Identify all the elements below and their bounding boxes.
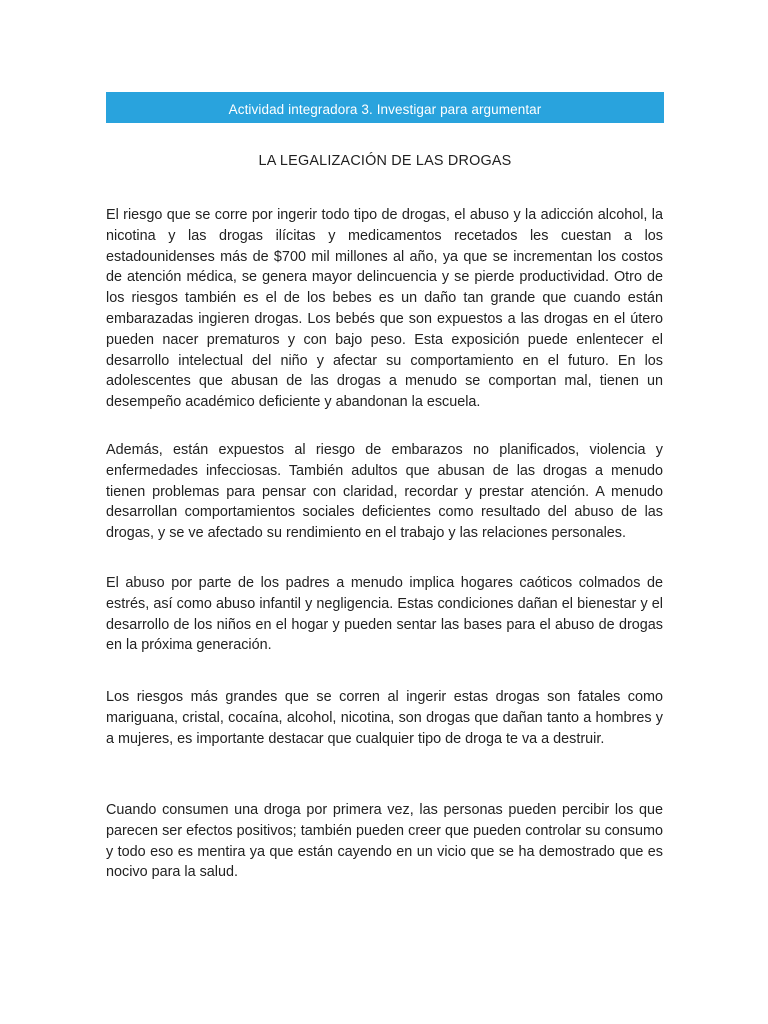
paragraph-3: El abuso por parte de los padres a menudo implica hogares caóticos colmados de estrés, así como abuso infantil y negligencia. Estas condiciones dañan el bienestar y el desarrollo de los niños en el hogar y pueden sentar las bases para el abuso de drogas en la próxima generación.: [106, 575, 663, 654]
paragraph-2: Además, están expuestos al riesgo de embarazos no planificados, violencia y enfermedades infecciosas. También adultos que abusan de las drogas a menudo tienen problemas para pensar con claridad, recordar y prestar atención. A menudo desarrollan comportamientos sociales deficientes como resultado del abuso de las drogas, y se ve afectado su rendimiento en el trabajo y las relaciones personales.: [106, 442, 663, 542]
document-title: LA LEGALIZACIÓN DE LAS DROGAS: [258, 153, 512, 169]
paragraph-4: Los riesgos más grandes que se corren al ingerir estas drogas son fatales como mariguana, cristal, cocaína, alcohol, nicotina, son drogas que dañan tanto a hombres y a mujeres, es importante destacar que cualquier tipo de droga te va a destruir.: [106, 689, 663, 747]
activity-banner: [106, 92, 664, 123]
paragraph-5: Cuando consumen una droga por primera vez, las personas pueden percibir los que parecen ser efectos positivos; también pueden creer que pueden controlar su consumo y todo eso es mentira ya que están cayendo en un vicio que se ha demostrado que es nocivo para la salud.: [106, 802, 663, 881]
paragraph-1: El riesgo que se corre por ingerir todo tipo de drogas, el abuso y la adicción alcohol, la nicotina y las drogas ilícitas y medicamentos recetados les cuestan a los estadounidenses más de $700 mil millones al año, ya que se incrementan los costos de atención médica, se genera mayor delincuencia y se pierde productividad. Otro de los riesgos también es el de los bebes es un daño tan grande que cuando están embarazadas ingieren drogas. Los bebés que son expuestos a las drogas en el útero pueden nacer prematuros y con bajo peso. Esta exposición puede enlentecer el desarrollo intelectual del niño y afectar su comportamiento en el futuro. En los adolescentes que abusan de las drogas a menudo se comportan mal, tienen un desempeño académico deficiente y abandonan la escuela.: [106, 207, 663, 411]
activity-banner-text: Actividad integradora 3. Investigar para argumentar: [228, 101, 542, 117]
